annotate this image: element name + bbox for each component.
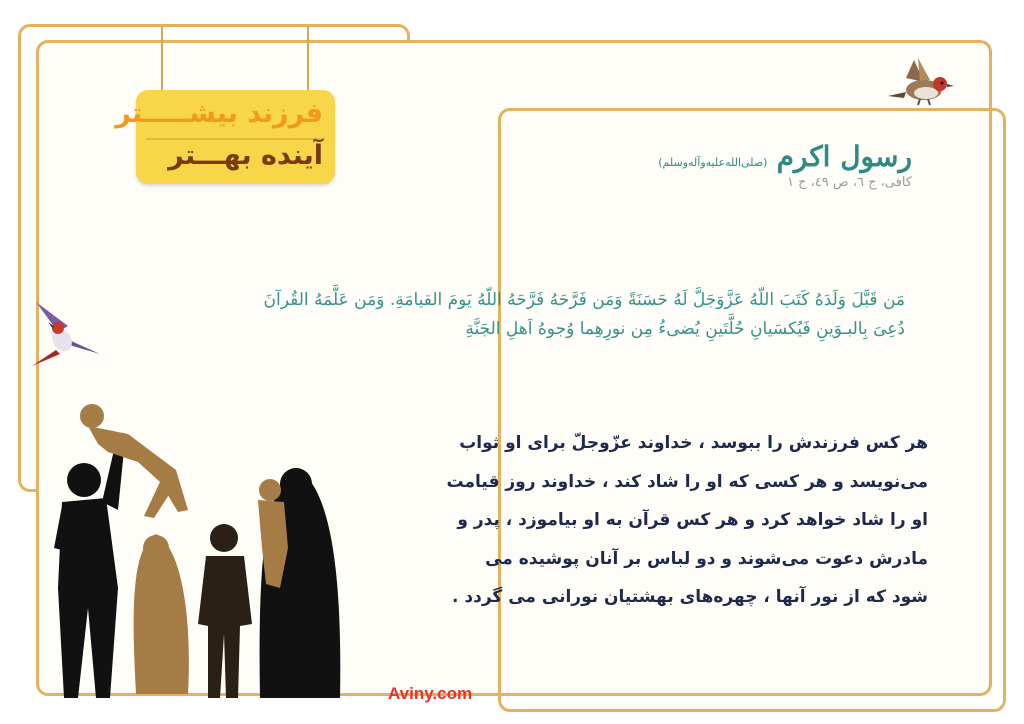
sign-string-left <box>161 26 163 92</box>
front-frame <box>498 108 1006 712</box>
salawat-text: (صلی‌الله‌علیه‌وآله‌وسلم) <box>658 156 768 169</box>
title-sign <box>115 90 335 184</box>
translation-line: مادرش دعوت می‌شوند و دو لباس بر آنان پوشیده می <box>485 548 928 569</box>
arabic-line: مَن قَبَّلَ وَلَدَهُ كَتَبَ اللّهُ عَزَّوَجَلَّ لَهُ حَسَنَةً وَمَن فَرَّحَهُ فَرَّحَهُ اللّهُ يَومَ القيامَةِ. وَمَن عَلَّمَهُ القُرآنَ <box>263 290 905 310</box>
flying-bird-icon <box>30 296 104 368</box>
hadith-translation <box>368 424 928 617</box>
translation-line: شود که از نور آنها ، چهره‌های بهشتیان نورانی می گردد . <box>452 587 928 607</box>
translation-line: او را شاد خواهد کرد و هر کس قرآن به او بیاموزد ، پدر و <box>457 510 928 530</box>
sign-line-2: آینده بهـــتر <box>168 140 323 171</box>
family-silhouette-illustration <box>48 398 348 710</box>
hadith-arabic-text <box>160 286 905 344</box>
sign-string-right <box>307 26 309 92</box>
speaker-title: رسول اکرم <box>776 140 912 173</box>
arabic-line: دُعِیَ بِالبـوَینِ فَیُکسَیانِ حُلَّتَینِ یُضیءُ مِن نورِهِما وُجوهُ اَهلِ الجَنَّةِ <box>465 319 905 339</box>
translation-line: می‌نویسد و هر کسی که او را شاد کند ، خداوند روز قیامت <box>446 471 928 492</box>
sparrow-bird-icon <box>884 52 960 108</box>
hadith-header <box>658 140 912 190</box>
site-logo-text: Aviny.com <box>388 684 473 703</box>
hadith-source: کافی، ج ٦، ص ٤٩، ح ١ <box>786 175 912 190</box>
translation-line: هر کس فرزندش را ببوسد ، خداوند عزّوجلّ برای او ثواب <box>459 433 928 453</box>
sign-line-1: فرزند بیشـــــتر <box>115 98 323 129</box>
